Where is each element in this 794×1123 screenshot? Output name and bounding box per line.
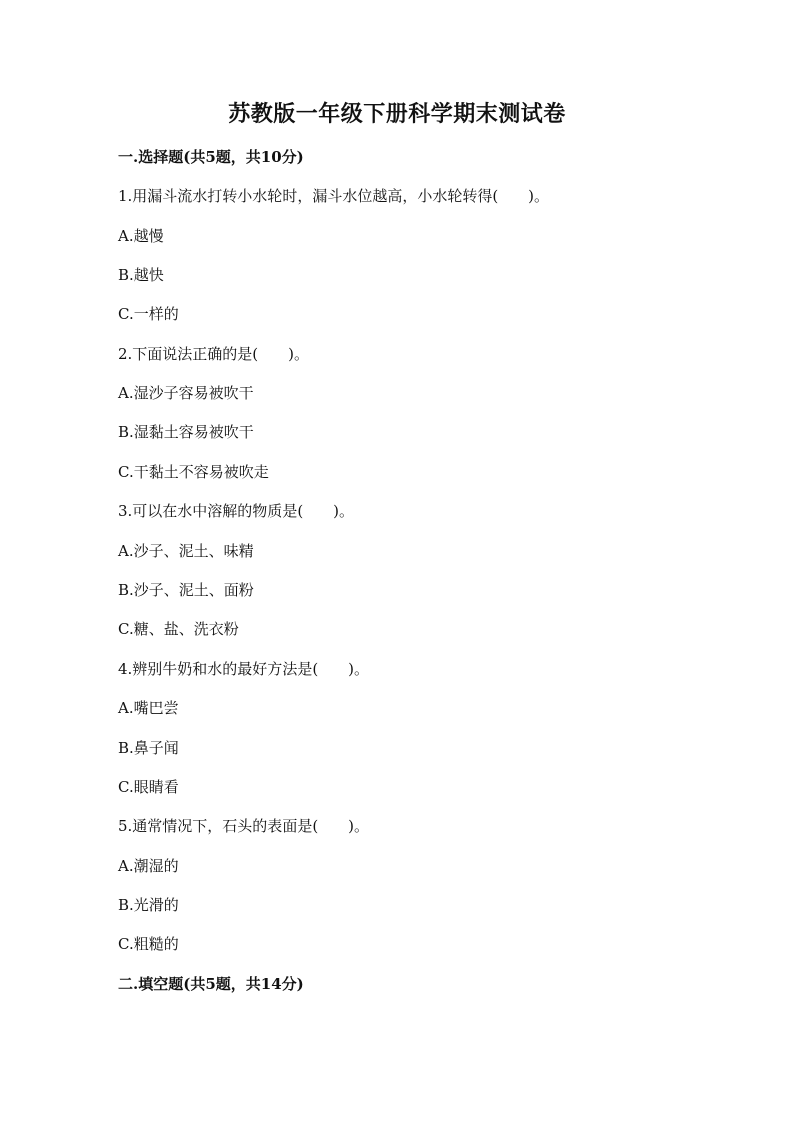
- question-4-option-a: A.嘴巴尝: [118, 699, 179, 717]
- question-2-stem: 2.下面说法正确的是( )。: [118, 345, 310, 363]
- question-5-option-a: A.潮湿的: [118, 857, 179, 875]
- question-1-option-a: A.越慢: [118, 227, 164, 245]
- question-2-option-c: C.干黏土不容易被吹走: [118, 463, 269, 481]
- question-4-option-b: B.鼻子闻: [118, 739, 179, 757]
- section-heading-choice: 一.选择题(共5题，共10分): [118, 148, 304, 166]
- question-3-stem: 3.可以在水中溶解的物质是( )。: [118, 502, 355, 520]
- question-3-option-b: B.沙子、泥土、面粉: [118, 581, 254, 599]
- question-5-option-b: B.光滑的: [118, 896, 179, 914]
- question-2-option-a: A.湿沙子容易被吹干: [118, 384, 254, 402]
- question-4-stem: 4.辨别牛奶和水的最好方法是( )。: [118, 660, 370, 678]
- question-1-stem: 1.用漏斗流水打转小水轮时，漏斗水位越高，小水轮转得( )。: [118, 187, 550, 205]
- question-3-option-a: A.沙子、泥土、味精: [118, 542, 254, 560]
- page-title: 苏教版一年级下册科学期末测试卷: [228, 101, 566, 127]
- question-3-option-c: C.糖、盐、洗衣粉: [118, 620, 239, 638]
- question-5-option-c: C.粗糙的: [118, 935, 179, 953]
- question-1-option-b: B.越快: [118, 266, 164, 284]
- question-1-option-c: C.一样的: [118, 305, 179, 323]
- question-5-stem: 5.通常情况下，石头的表面是( )。: [118, 817, 370, 835]
- question-2-option-b: B.湿黏土容易被吹干: [118, 423, 254, 441]
- section-heading-fill-in: 二.填空题(共5题，共14分): [118, 975, 304, 993]
- question-4-option-c: C.眼睛看: [118, 778, 179, 796]
